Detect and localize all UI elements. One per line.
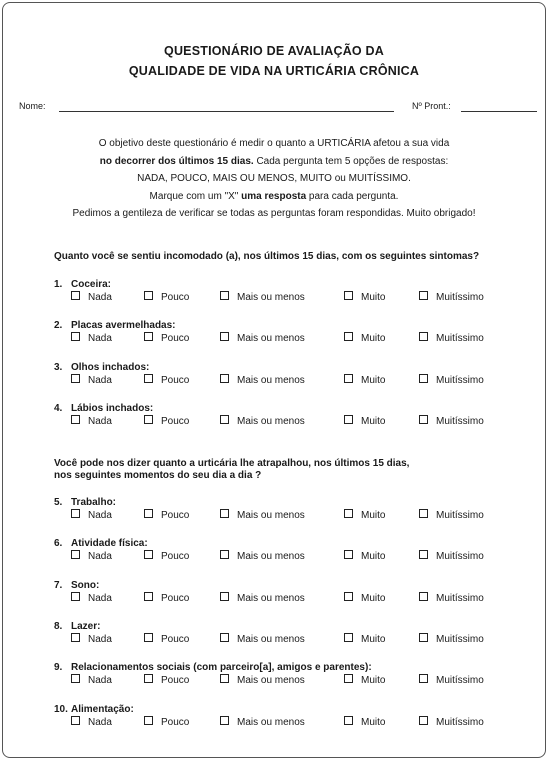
checkbox[interactable] xyxy=(419,374,428,383)
answer-option[interactable] xyxy=(220,716,305,728)
answer-option[interactable] xyxy=(220,509,305,521)
question-text: Placas avermelhadas: xyxy=(71,320,176,332)
checkbox[interactable] xyxy=(344,415,353,424)
answer-option[interactable] xyxy=(419,674,484,686)
intro-line-4 xyxy=(3,188,545,206)
checkbox[interactable] xyxy=(144,592,153,601)
option-label: Nada xyxy=(88,292,112,303)
question-label xyxy=(54,403,153,414)
checkbox[interactable] xyxy=(71,633,80,642)
answer-option[interactable] xyxy=(71,509,112,521)
answer-option[interactable] xyxy=(344,374,385,386)
checkbox[interactable] xyxy=(344,716,353,725)
option-label: Nada xyxy=(88,675,112,687)
option-label: Pouco xyxy=(161,675,190,687)
option-label: Muito xyxy=(361,374,386,386)
question-text: Relacionamentos sociais (com parceiro[a], amigos e parentes): xyxy=(71,662,372,674)
checkbox[interactable] xyxy=(220,674,229,683)
option-label: Nada xyxy=(88,592,112,604)
checkbox[interactable] xyxy=(344,674,353,683)
answer-option[interactable] xyxy=(220,550,305,562)
checkbox[interactable] xyxy=(419,332,428,341)
answer-option[interactable] xyxy=(419,291,484,303)
checkbox[interactable] xyxy=(220,716,229,725)
option-label: Nada xyxy=(88,633,112,645)
question-text: Atividade física: xyxy=(71,538,148,550)
question-item xyxy=(54,621,534,651)
option-label: Mais ou menos xyxy=(237,292,305,303)
section-2-question-line-1: Você pode nos dizer quanto a urticária lhe atrapalhou, nos últimos 15 dias, xyxy=(54,458,410,469)
checkbox[interactable] xyxy=(419,291,428,300)
answer-option[interactable] xyxy=(220,332,305,344)
option-label: Muitíssimo xyxy=(436,716,484,728)
question-text: Sono: xyxy=(71,579,100,591)
answer-option[interactable] xyxy=(220,633,305,645)
option-label: Pouco xyxy=(161,551,190,563)
checkbox[interactable] xyxy=(419,592,428,601)
answer-option[interactable] xyxy=(71,332,112,344)
option-label: Mais ou menos xyxy=(237,415,305,427)
option-label: Mais ou menos xyxy=(237,633,305,645)
checkbox[interactable] xyxy=(419,633,428,642)
answer-option[interactable] xyxy=(71,374,112,386)
question-label xyxy=(54,580,99,591)
checkbox[interactable] xyxy=(144,509,153,518)
option-label: Mais ou menos xyxy=(237,510,305,521)
checkbox[interactable] xyxy=(344,550,353,559)
answer-option[interactable] xyxy=(419,716,484,728)
option-label: Pouco xyxy=(161,633,190,645)
checkbox[interactable] xyxy=(344,633,353,642)
option-label: Pouco xyxy=(161,333,190,345)
answer-option[interactable] xyxy=(419,509,484,521)
checkbox[interactable] xyxy=(220,633,229,642)
option-label: Nada xyxy=(88,374,112,386)
answer-option[interactable] xyxy=(71,592,112,604)
question-item xyxy=(54,403,534,433)
option-label: Muitíssimo xyxy=(436,292,484,303)
option-label: Muitíssimo xyxy=(436,675,484,687)
option-label: Muito xyxy=(361,551,386,563)
answer-option[interactable] xyxy=(344,415,385,427)
section-1-question: Quanto você se sentiu incomodado (a), nos últimos 15 dias, com os seguintes sintomas? xyxy=(54,251,480,262)
answer-option[interactable] xyxy=(144,550,189,562)
checkbox[interactable] xyxy=(220,550,229,559)
question-item xyxy=(54,662,534,692)
checkbox[interactable] xyxy=(144,633,153,642)
intro-line-4-pre: Marque com um "X" xyxy=(149,190,242,202)
question-number: 6. xyxy=(54,538,63,550)
option-label: Nada xyxy=(88,716,112,728)
question-number: 1. xyxy=(54,279,63,290)
option-label: Muitíssimo xyxy=(436,374,484,386)
question-text: Coceira: xyxy=(71,279,112,290)
answer-option[interactable] xyxy=(71,633,112,645)
question-label xyxy=(54,279,111,290)
checkbox[interactable] xyxy=(144,291,153,300)
question-text: Lábios inchados: xyxy=(71,402,154,414)
question-text: Olhos inchados: xyxy=(71,361,150,373)
option-label: Muito xyxy=(361,292,386,303)
question-label xyxy=(54,704,134,715)
section-2-question xyxy=(54,458,409,482)
question-label xyxy=(54,362,149,373)
intro-period-emphasis: no decorrer dos últimos 15 dias. xyxy=(99,155,254,167)
question-item xyxy=(54,580,534,610)
checkbox[interactable] xyxy=(344,509,353,518)
answer-option[interactable] xyxy=(71,550,112,562)
checkbox[interactable] xyxy=(344,592,353,601)
question-item xyxy=(54,320,534,350)
record-number-label: Nº Pront.: xyxy=(412,101,451,111)
option-label: Mais ou menos xyxy=(237,333,305,345)
question-text: Trabalho: xyxy=(71,497,117,508)
checkbox[interactable] xyxy=(71,674,80,683)
answer-option[interactable] xyxy=(344,633,385,645)
section-2-question-line-2: nos seguintes momentos do seu dia a dia ? xyxy=(54,470,262,481)
name-field[interactable] xyxy=(59,111,394,112)
answer-option[interactable] xyxy=(419,332,484,344)
title-line-2: QUALIDADE DE VIDA NA URTICÁRIA CRÔNICA xyxy=(128,64,420,78)
question-item xyxy=(54,362,534,392)
answer-option[interactable] xyxy=(144,415,189,427)
question-item xyxy=(54,497,534,527)
option-label: Muito xyxy=(361,716,386,728)
question-text: Lazer: xyxy=(71,620,101,632)
title-line-1: QUESTIONÁRIO DE AVALIAÇÃO DA xyxy=(164,44,384,58)
question-label xyxy=(54,621,100,632)
question-text: Alimentação: xyxy=(71,703,134,715)
intro-line-1: O objetivo deste questionário é medir o quanto a URTICÁRIA afetou a sua vida xyxy=(98,138,450,149)
answer-option[interactable] xyxy=(220,592,305,604)
question-item xyxy=(54,279,534,309)
intro-line-2-rest: Cada pergunta tem 5 opções de respostas: xyxy=(253,155,449,167)
checkbox[interactable] xyxy=(419,509,428,518)
checkbox[interactable] xyxy=(344,291,353,300)
checkbox[interactable] xyxy=(220,332,229,341)
checkbox[interactable] xyxy=(220,592,229,601)
checkbox[interactable] xyxy=(71,716,80,725)
question-label xyxy=(54,662,372,673)
answer-option[interactable] xyxy=(220,674,305,686)
checkbox[interactable] xyxy=(220,509,229,518)
option-label: Muitíssimo xyxy=(436,415,484,427)
answer-option[interactable] xyxy=(220,291,305,303)
option-label: Muito xyxy=(361,510,386,521)
answer-option[interactable] xyxy=(344,332,385,344)
checkbox[interactable] xyxy=(419,550,428,559)
question-label xyxy=(54,320,176,331)
option-label: Pouco xyxy=(161,415,190,427)
answer-option[interactable] xyxy=(344,592,385,604)
question-item xyxy=(54,538,534,568)
intro-one-answer-emphasis: uma resposta xyxy=(241,190,307,202)
intro-line-4-post: para cada pergunta. xyxy=(306,190,399,202)
answer-option[interactable] xyxy=(144,291,189,303)
checkbox[interactable] xyxy=(71,509,80,518)
checkbox[interactable] xyxy=(419,674,428,683)
answer-option[interactable] xyxy=(419,633,484,645)
intro-line-5: Pedimos a gentileza de verificar se todas as perguntas foram respondidas. Muito obrigado! xyxy=(72,208,476,219)
answer-option[interactable] xyxy=(144,674,189,686)
answer-option[interactable] xyxy=(344,550,385,562)
intro-line-3: NADA, POUCO, MAIS OU MENOS, MUITO ou MUITÍSSIMO. xyxy=(137,173,411,184)
option-label: Mais ou menos xyxy=(237,551,305,563)
question-item xyxy=(54,704,534,734)
answer-option[interactable] xyxy=(344,291,385,303)
checkbox[interactable] xyxy=(220,415,229,424)
option-label: Muitíssimo xyxy=(436,633,484,645)
answer-option[interactable] xyxy=(344,509,385,521)
option-label: Mais ou menos xyxy=(237,716,305,728)
checkbox[interactable] xyxy=(220,374,229,383)
record-number-field[interactable] xyxy=(461,111,537,112)
answer-option[interactable] xyxy=(220,374,305,386)
option-label: Pouco xyxy=(161,592,190,604)
answer-option[interactable] xyxy=(419,374,484,386)
checkbox[interactable] xyxy=(220,291,229,300)
option-label: Mais ou menos xyxy=(237,592,305,604)
question-number: 10. xyxy=(54,703,68,715)
answer-option[interactable] xyxy=(71,415,112,427)
checkbox[interactable] xyxy=(71,374,80,383)
header-fields xyxy=(19,101,537,115)
option-label: Pouco xyxy=(161,510,190,521)
answer-option[interactable] xyxy=(71,716,112,728)
answer-option[interactable] xyxy=(144,332,189,344)
option-label: Muito xyxy=(361,592,386,604)
questionnaire-page xyxy=(2,2,546,758)
document-title xyxy=(3,41,545,81)
question-number: 4. xyxy=(54,402,63,414)
question-label xyxy=(54,497,116,508)
option-label: Muitíssimo xyxy=(436,551,484,563)
checkbox[interactable] xyxy=(344,332,353,341)
answer-option[interactable] xyxy=(344,674,385,686)
name-label: Nome: xyxy=(19,101,46,111)
answer-option[interactable] xyxy=(144,509,189,521)
question-label xyxy=(54,538,148,549)
option-label: Muito xyxy=(361,415,386,427)
option-label: Nada xyxy=(88,415,112,427)
option-label: Nada xyxy=(88,333,112,345)
option-label: Muitíssimo xyxy=(436,333,484,345)
answer-option[interactable] xyxy=(220,415,305,427)
checkbox[interactable] xyxy=(144,550,153,559)
question-number: 9. xyxy=(54,662,63,674)
option-label: Pouco xyxy=(161,716,190,728)
answer-option[interactable] xyxy=(144,716,189,728)
option-label: Muitíssimo xyxy=(436,592,484,604)
option-label: Pouco xyxy=(161,292,190,303)
question-number: 8. xyxy=(54,620,63,632)
checkbox[interactable] xyxy=(419,415,428,424)
checkbox[interactable] xyxy=(71,291,80,300)
question-number: 7. xyxy=(54,579,63,591)
option-label: Muito xyxy=(361,675,386,687)
answer-option[interactable] xyxy=(419,415,484,427)
checkbox[interactable] xyxy=(71,592,80,601)
answer-option[interactable] xyxy=(344,716,385,728)
option-label: Muitíssimo xyxy=(436,510,484,521)
option-label: Pouco xyxy=(161,374,190,386)
answer-option[interactable] xyxy=(419,592,484,604)
answer-option[interactable] xyxy=(144,374,189,386)
question-number: 5. xyxy=(54,497,63,508)
question-number: 2. xyxy=(54,320,63,332)
option-label: Nada xyxy=(88,551,112,563)
checkbox[interactable] xyxy=(144,674,153,683)
checkbox[interactable] xyxy=(71,332,80,341)
checkbox[interactable] xyxy=(344,374,353,383)
answer-option[interactable] xyxy=(71,674,112,686)
option-label: Muito xyxy=(361,633,386,645)
checkbox[interactable] xyxy=(71,415,80,424)
checkbox[interactable] xyxy=(419,716,428,725)
checkbox[interactable] xyxy=(144,374,153,383)
checkbox[interactable] xyxy=(144,716,153,725)
checkbox[interactable] xyxy=(144,332,153,341)
checkbox[interactable] xyxy=(144,415,153,424)
answer-option[interactable] xyxy=(71,291,112,303)
option-label: Muito xyxy=(361,333,386,345)
instructions xyxy=(3,135,545,223)
answer-option[interactable] xyxy=(144,633,189,645)
checkbox[interactable] xyxy=(71,550,80,559)
answer-option[interactable] xyxy=(144,592,189,604)
option-label: Nada xyxy=(88,510,112,521)
option-label: Mais ou menos xyxy=(237,374,305,386)
question-number: 3. xyxy=(54,361,63,373)
intro-line-2 xyxy=(3,153,545,171)
answer-option[interactable] xyxy=(419,550,484,562)
option-label: Mais ou menos xyxy=(237,675,305,687)
